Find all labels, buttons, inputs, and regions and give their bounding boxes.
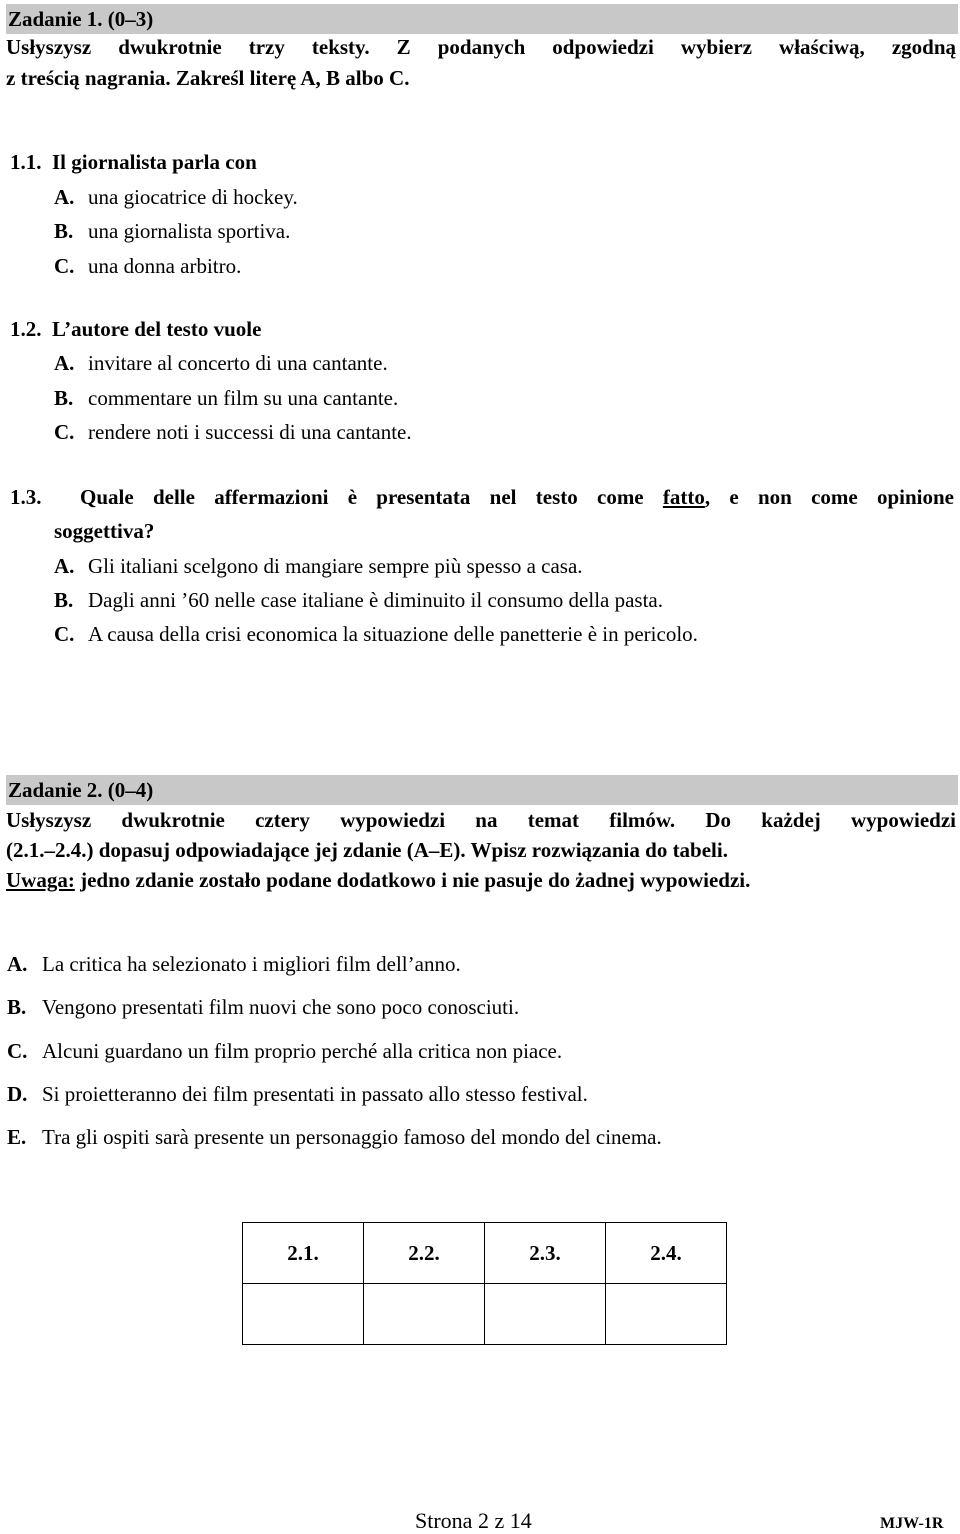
underlined-fatto: fatto: [662, 485, 705, 509]
option-1-1-b[interactable]: B. una giornalista sportiva.: [54, 219, 291, 243]
task1-header-bar: [6, 4, 958, 34]
task1-instruction-line1: Usłyszysz dwukrotnie trzy teksty. Z podanych odpowiedzi wybierz właściwą, zgodną: [6, 35, 956, 59]
answer-table: [242, 1222, 727, 1345]
statement-e: E. Tra gli ospiti sarà presente un personaggio famoso del mondo del cinema.: [7, 1125, 662, 1149]
answer-header-2-2: 2.2.: [364, 1223, 485, 1284]
answer-header-2-4: 2.4.: [606, 1223, 727, 1284]
page-number: Strona 2 z 14: [415, 1508, 532, 1533]
task1-instruction-line2: z treścią nagrania. Zakreśl literę A, B albo C.: [6, 66, 410, 90]
question-1-3-line2: soggettiva?: [54, 519, 155, 543]
task2-header-bar: [6, 775, 958, 805]
question-1-1: 1.1. Il giornalista parla con: [10, 150, 257, 174]
answer-table-header-row: [243, 1223, 727, 1284]
question-1-2: 1.2. L’autore del testo vuole: [10, 317, 262, 341]
option-1-3-c[interactable]: C. A causa della crisi economica la situazione delle panetterie è in pericolo.: [54, 622, 698, 646]
note-label: Uwaga:: [6, 868, 75, 892]
task2-instruction-line1: Usłyszysz dwukrotnie cztery wypowiedzi na temat filmów. Do każdej wypowiedzi: [6, 808, 956, 832]
statement-a: A. La critica ha selezionato i migliori film dell’anno.: [7, 952, 461, 976]
option-1-2-a[interactable]: A. invitare al concerto di una cantante.: [54, 351, 388, 375]
exam-code: MJW-1R: [880, 1515, 944, 1532]
answer-table-input-row: [243, 1284, 727, 1345]
statement-c: C. Alcuni guardano un film proprio perché alla critica non piace.: [7, 1039, 563, 1063]
statement-b: B. Vengono presentati film nuovi che sono poco conosciuti.: [7, 995, 520, 1019]
option-1-3-b[interactable]: B. Dagli anni ’60 nelle case italiane è diminuito il consumo della pasta.: [54, 588, 663, 612]
option-1-2-c[interactable]: C. rendere noti i successi di una cantante.: [54, 420, 412, 444]
question-1-3: 1.3. Quale delle affermazioni è presentata nel testo come fatto, e non come opinione: [10, 485, 954, 509]
statement-d: D. Si proietteranno dei film presentati in passato allo stesso festival.: [7, 1082, 588, 1106]
task2-title: Zadanie 2. (0–4): [8, 778, 154, 802]
option-1-2-b[interactable]: B. commentare un film su una cantante.: [54, 386, 399, 410]
option-1-3-a[interactable]: A. Gli italiani scelgono di mangiare sempre più spesso a casa.: [54, 554, 583, 578]
task2-note: Uwaga: jedno zdanie zostało podane dodatkowo i nie pasuje do żadnej wypowiedzi.: [6, 868, 751, 892]
task2-instruction-line2: (2.1.–2.4.) dopasuj odpowiadające jej zdanie (A–E). Wpisz rozwiązania do tabeli.: [6, 838, 728, 862]
option-1-1-c[interactable]: C. una donna arbitro.: [54, 254, 242, 278]
answer-cell-2-4[interactable]: [606, 1284, 727, 1345]
answer-header-2-1: 2.1.: [243, 1223, 364, 1284]
answer-cell-2-2[interactable]: [364, 1284, 485, 1345]
answer-cell-2-3[interactable]: [485, 1284, 606, 1345]
answer-cell-2-1[interactable]: [243, 1284, 364, 1345]
option-1-1-a[interactable]: A. una giocatrice di hockey.: [54, 185, 298, 209]
answer-header-2-3: 2.3.: [485, 1223, 606, 1284]
task1-title: Zadanie 1. (0–3): [8, 7, 154, 31]
